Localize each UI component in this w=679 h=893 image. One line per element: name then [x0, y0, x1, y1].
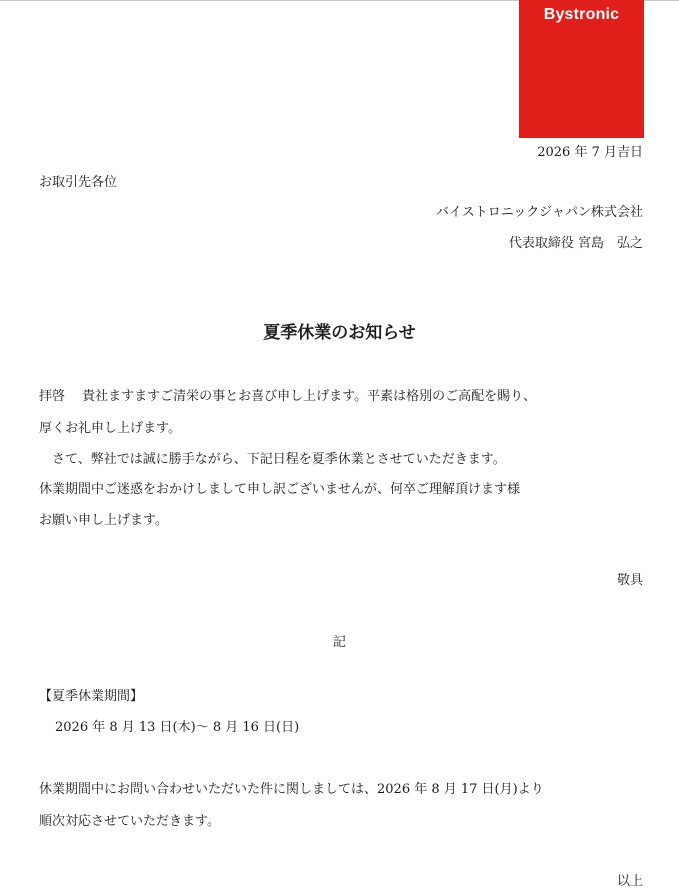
period-heading: 【夏季休業期間】 — [39, 689, 144, 704]
body-line-5: お願い申し上げます。 — [39, 513, 168, 528]
period-dates: 2026 年 8 月 13 日(木)～ 8 月 16 日(日) — [55, 720, 300, 735]
record-mark: 記 — [332, 635, 346, 650]
logo-text: Bystronic — [543, 6, 620, 23]
inquiry-line-2: 順次対応させていただきます。 — [39, 814, 220, 829]
sender-representative: 代表取締役 宮島 弘之 — [508, 236, 643, 251]
recipient: お取引先各位 — [39, 175, 118, 190]
inquiry-line-1: 休業期間中にお問い合わせいただいた件に関しましては、2026 年 8 月 17 日(月)より — [39, 782, 544, 797]
body-line-3: さて、弊社では誠に勝手ながら、下記日程を夏季休業とさせていただきます。 — [39, 452, 506, 467]
body-line-1: 拝啓 貴社ますますご清栄の事とお喜び申し上げます。平素は格別のご高配を賜り、 — [39, 389, 537, 404]
end-mark: 以上 — [616, 874, 643, 889]
body-line-2: 厚くお礼申し上げます。 — [39, 421, 181, 436]
sender-company: バイストロニックジャパン株式会社 — [435, 205, 643, 220]
body-line-4: 休業期間中ご迷惑をおかけしまして申し訳ございませんが、何卒ご理解頂けます様 — [39, 482, 521, 497]
closing-keigu: 敬具 — [616, 573, 643, 588]
bystronic-logo — [519, 0, 644, 138]
page-title: 夏季休業のお知らせ — [263, 323, 416, 343]
document-date: 2026 年 7 月吉日 — [537, 145, 643, 160]
